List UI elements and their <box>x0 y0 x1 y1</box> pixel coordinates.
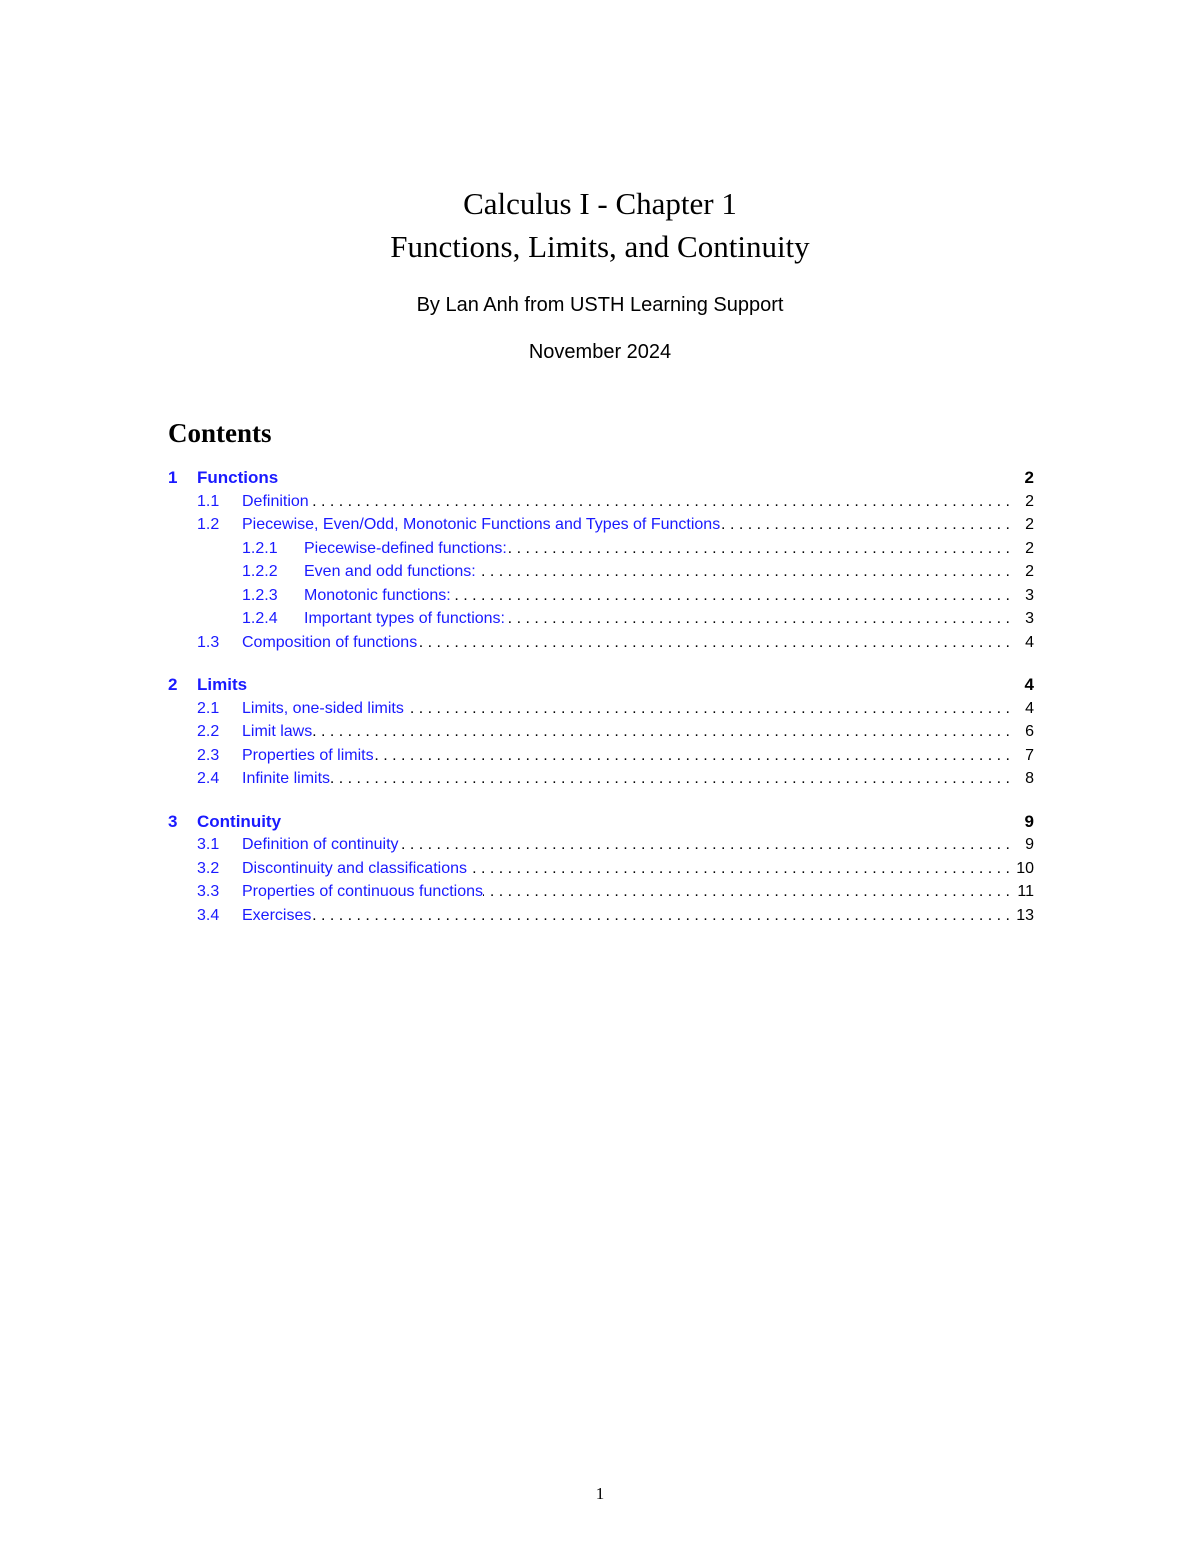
toc-leader-dots <box>374 744 1016 768</box>
toc-label[interactable]: Limits, one-sided limits <box>242 699 404 717</box>
toc-number: 2.2 <box>197 723 220 740</box>
document-title-line-2: Functions, Limits, and Continuity <box>390 229 810 264</box>
toc-label[interactable]: Monotonic functions: <box>304 586 451 604</box>
toc-page: 8 <box>1025 770 1034 787</box>
toc-entry-monotonic[interactable] <box>168 584 1034 608</box>
toc-page: 10 <box>1016 859 1034 877</box>
toc-label[interactable]: Functions <box>197 468 279 487</box>
toc-number: 1.2 <box>197 516 220 533</box>
toc-number: 3.2 <box>197 859 220 877</box>
toc-entry-exercises[interactable] <box>168 904 1034 928</box>
toc-label[interactable]: Limit laws <box>242 723 313 740</box>
toc-entry-definition[interactable] <box>168 490 1034 514</box>
toc-number: 2.4 <box>197 770 220 787</box>
toc-label[interactable]: Exercises <box>242 906 312 924</box>
toc-label[interactable]: Definition <box>242 492 309 510</box>
toc-page: 2 <box>1025 516 1034 533</box>
toc-entry-infinite-limits[interactable] <box>168 767 1034 791</box>
toc-label[interactable]: Piecewise, Even/Odd, Monotonic Functions and Types of Functions <box>242 516 721 533</box>
toc-leader-dots <box>399 833 1016 857</box>
toc-entry-composition[interactable] <box>168 631 1034 655</box>
toc-label[interactable]: Important types of functions: <box>304 610 505 627</box>
toc-leader-dots <box>312 720 1016 744</box>
toc-number: 1.2.2 <box>242 563 278 580</box>
toc-entry-piecewise-defined[interactable] <box>168 537 1034 561</box>
toc-page: 2 <box>1025 492 1034 510</box>
toc-leader-dots <box>507 537 1016 561</box>
toc-section-continuity[interactable] <box>168 810 1034 834</box>
contents-heading: Contents <box>168 418 272 448</box>
toc-entry-definition-of-continuity[interactable] <box>168 833 1034 857</box>
toc-entry-even-odd[interactable] <box>168 560 1034 584</box>
toc-label[interactable]: Even and odd functions: <box>304 563 476 580</box>
toc-number: 1.1 <box>197 492 220 510</box>
toc-number: 2 <box>168 675 178 694</box>
toc-number: 1.2.4 <box>242 610 278 627</box>
page-number: 1 <box>595 1484 605 1503</box>
toc-entry-one-sided-limits[interactable] <box>168 697 1034 721</box>
toc-label[interactable]: Composition of functions <box>242 633 418 651</box>
toc-number: 3.1 <box>197 836 220 853</box>
date-line: November 2024 <box>528 341 672 363</box>
author-line: By Lan Anh from USTH Learning Support <box>416 294 784 316</box>
toc-page: 2 <box>1025 539 1034 557</box>
toc-page: 9 <box>1025 836 1034 853</box>
toc-entry-piecewise-types[interactable] <box>168 513 1034 537</box>
toc-number: 3 <box>168 811 178 831</box>
table-of-contents <box>168 466 1034 927</box>
toc-label[interactable]: Continuity <box>197 811 282 831</box>
toc-label[interactable]: Properties of continuous functions <box>242 883 484 900</box>
document-title-line-1: Calculus I - Chapter 1 <box>463 186 737 221</box>
toc-leader-dots <box>404 697 1016 721</box>
toc-label[interactable]: Piecewise-defined functions: <box>304 539 507 557</box>
toc-leader-dots <box>476 560 1016 584</box>
toc-leader-dots <box>311 904 1016 928</box>
toc-page: 3 <box>1025 610 1034 627</box>
toc-page: 3 <box>1025 586 1034 604</box>
toc-page: 2 <box>1024 468 1034 487</box>
toc-leader-dots <box>483 880 1016 904</box>
toc-entry-properties-of-limits[interactable] <box>168 744 1034 768</box>
toc-leader-dots <box>720 513 1016 537</box>
toc-leader-dots <box>330 767 1016 791</box>
toc-page: 4 <box>1025 633 1034 651</box>
toc-leader-dots <box>505 607 1016 631</box>
toc-label[interactable]: Discontinuity and classifications <box>242 859 467 877</box>
toc-number: 2.1 <box>197 699 220 717</box>
toc-number: 1 <box>168 468 178 487</box>
toc-page: 13 <box>1016 906 1034 924</box>
toc-entry-limit-laws[interactable] <box>168 720 1034 744</box>
toc-leader-dots <box>451 584 1016 608</box>
toc-page: 11 <box>1017 883 1034 900</box>
toc-leader-dots <box>417 631 1016 655</box>
toc-number: 1.3 <box>197 633 220 651</box>
toc-page: 9 <box>1024 811 1034 831</box>
toc-page: 4 <box>1024 675 1034 694</box>
toc-label[interactable]: Properties of limits <box>242 746 374 764</box>
toc-number: 3.3 <box>197 883 220 900</box>
toc-section-functions[interactable] <box>168 466 1034 490</box>
toc-page: 2 <box>1025 563 1034 580</box>
toc-entry-properties-continuous[interactable] <box>168 880 1034 904</box>
toc-entry-important-types[interactable] <box>168 607 1034 631</box>
toc-number: 1.2.3 <box>242 586 278 604</box>
toc-label[interactable]: Infinite limits <box>242 770 331 787</box>
toc-number: 1.2.1 <box>242 539 278 557</box>
toc-section-limits[interactable] <box>168 673 1034 697</box>
toc-number: 3.4 <box>197 906 220 924</box>
toc-label[interactable]: Definition of continuity <box>242 836 399 853</box>
toc-leader-dots <box>309 490 1016 514</box>
toc-entry-discontinuity[interactable] <box>168 857 1034 881</box>
toc-number: 2.3 <box>197 746 220 764</box>
toc-page: 7 <box>1025 746 1034 764</box>
toc-label[interactable]: Limits <box>197 675 248 694</box>
toc-page: 4 <box>1025 699 1034 717</box>
toc-page: 6 <box>1025 723 1034 740</box>
toc-leader-dots <box>467 857 1016 881</box>
